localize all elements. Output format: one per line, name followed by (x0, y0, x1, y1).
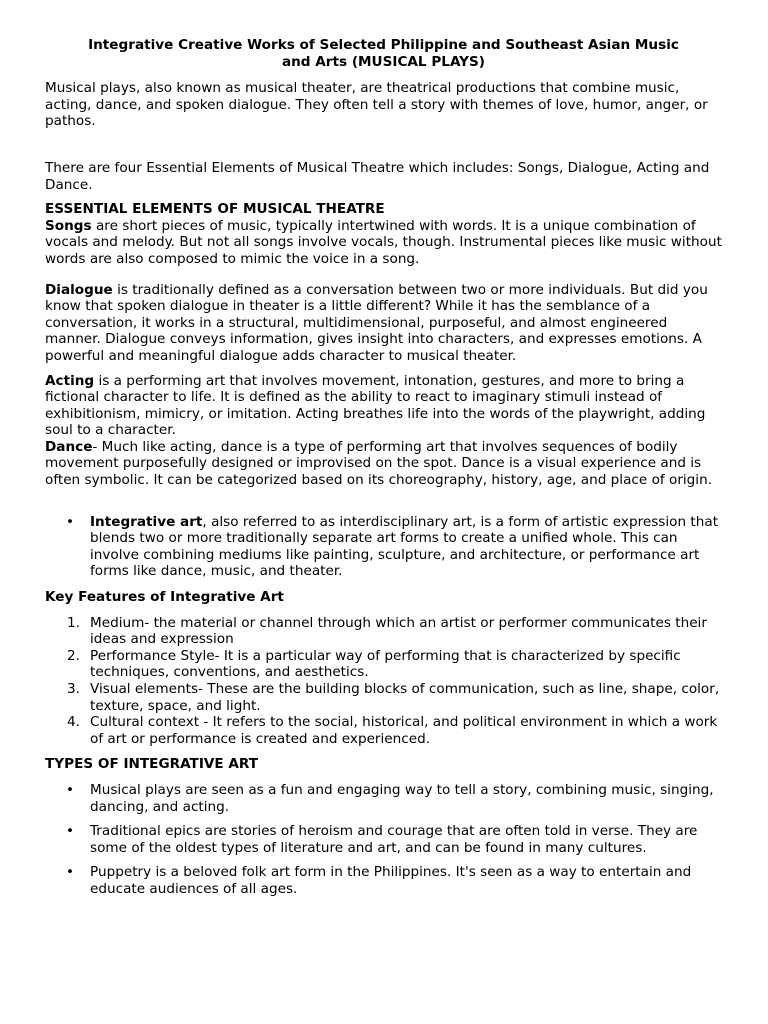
list-number: 1. (67, 614, 80, 631)
essential-elements-heading: ESSENTIAL ELEMENTS OF MUSICAL THEATRE (45, 201, 385, 218)
list-item (45, 714, 722, 747)
dialogue-term: Dialogue (45, 281, 113, 298)
bullet-marker: • (66, 864, 75, 881)
list-item-text: Traditional epics are stories of heroism and courage that are often told in verse. They are some of the oldest types of literature and art, and can be found in many cultures. (90, 823, 698, 856)
dialogue-paragraph (45, 282, 722, 365)
acting-term: Acting (45, 372, 95, 389)
list-item-text: Musical plays are seen as a fun and engaging way to tell a story, combining music, singing, dancing, and acting. (90, 781, 714, 815)
integrative-art-term: Integrative art (90, 513, 203, 530)
acting-text: is a performing art that involves movement, intonation, gestures, and more to bring a fictional character to life. It is defined as the ability to react to imaginary stimuli instead of exhibitionism, mimicry, or imitation. Acting breathes life into the words of the playwright, adding soul to a character. (45, 372, 706, 439)
dance-paragraph (45, 439, 722, 489)
integrative-art-text: , also referred to as interdisciplinary art, is a form of artistic expression that blends two or more traditionally separate art forms to create a unified whole. This can involve combining mediums like painting, sculpture, and architecture, or performance art forms like dance, music, and theater. (90, 513, 719, 580)
document-title (45, 37, 722, 70)
list-item (45, 681, 722, 714)
integrative-art-list (45, 514, 722, 580)
list-number: 3. (67, 681, 80, 697)
list-number: 2. (67, 647, 80, 664)
title-line-2: and Arts (MUSICAL PLAYS) (281, 53, 486, 70)
list-item (45, 514, 722, 580)
key-features-list (45, 615, 722, 748)
dance-term: Dance (45, 438, 93, 455)
key-features-heading: Key Features of Integrative Art (45, 589, 284, 606)
four-elements-paragraph: There are four Essential Elements of Musical Theatre which includes: Songs, Dialogue, Acting and Dance. (45, 159, 710, 193)
list-item (45, 782, 722, 815)
bullet-marker: • (66, 823, 75, 840)
list-item (45, 864, 722, 897)
dialogue-text: is traditionally defined as a conversation between two or more individuals. But did you know that spoken dialogue in theater is a little different? While it has the semblance of a conversation, it works in a structural, multidimensional, purposeful, and almost engineered manner. Dialogue conveys information, gives insight into characters, and expresses emotions. A powerful and meaningful dialogue adds character to musical theater. (45, 281, 708, 364)
dance-text: - Much like acting, dance is a type of performing art that involves sequences of bodily movement purposefully designed or improvised on the spot. Dance is a visual experience and is often symbolic. It can be categorized based on its choreography, history, age, and place of origin. (45, 438, 713, 489)
intro-paragraph: Musical plays, also known as musical theater, are theatrical productions that combine music, acting, dance, and spoken dialogue. They often tell a story with themes of love, humor, anger, or pathos. (45, 80, 708, 130)
songs-text: are short pieces of music, typically intertwined with words. It is a unique combination of vocals and melody. But not all songs involve vocals, though. Instrumental pieces like music without words are also composed to mimic the voice in a song. (45, 217, 722, 267)
acting-paragraph (45, 373, 722, 439)
list-item-text: Cultural context - It refers to the social, historical, and political environment in which a work of art or performance is created and experienced. (90, 714, 718, 747)
title-line-1: Integrative Creative Works of Selected Philippine and Southeast Asian Music (88, 37, 679, 53)
list-item (45, 615, 722, 648)
songs-paragraph (45, 218, 722, 268)
bullet-marker: • (66, 513, 75, 530)
list-item-text: Medium- the material or channel through which an artist or performer communicates their ideas and expression (90, 614, 707, 648)
types-list (45, 782, 722, 898)
list-item-text: Puppetry is a beloved folk art form in the Philippines. It's seen as a way to entertain and educate audiences of all ages. (90, 864, 692, 897)
bullet-marker: • (66, 781, 75, 798)
list-item-text: Performance Style- It is a particular way of performing that is characterized by specific techniques, conventions, and aesthetics. (90, 647, 681, 681)
list-item (45, 648, 722, 681)
list-item-text: Visual elements- These are the building blocks of communication, such as line, shape, color, texture, space, and light. (90, 681, 720, 714)
list-number: 4. (67, 714, 80, 731)
songs-term: Songs (45, 217, 92, 234)
list-item (45, 823, 722, 856)
types-heading: TYPES OF INTEGRATIVE ART (45, 756, 259, 773)
